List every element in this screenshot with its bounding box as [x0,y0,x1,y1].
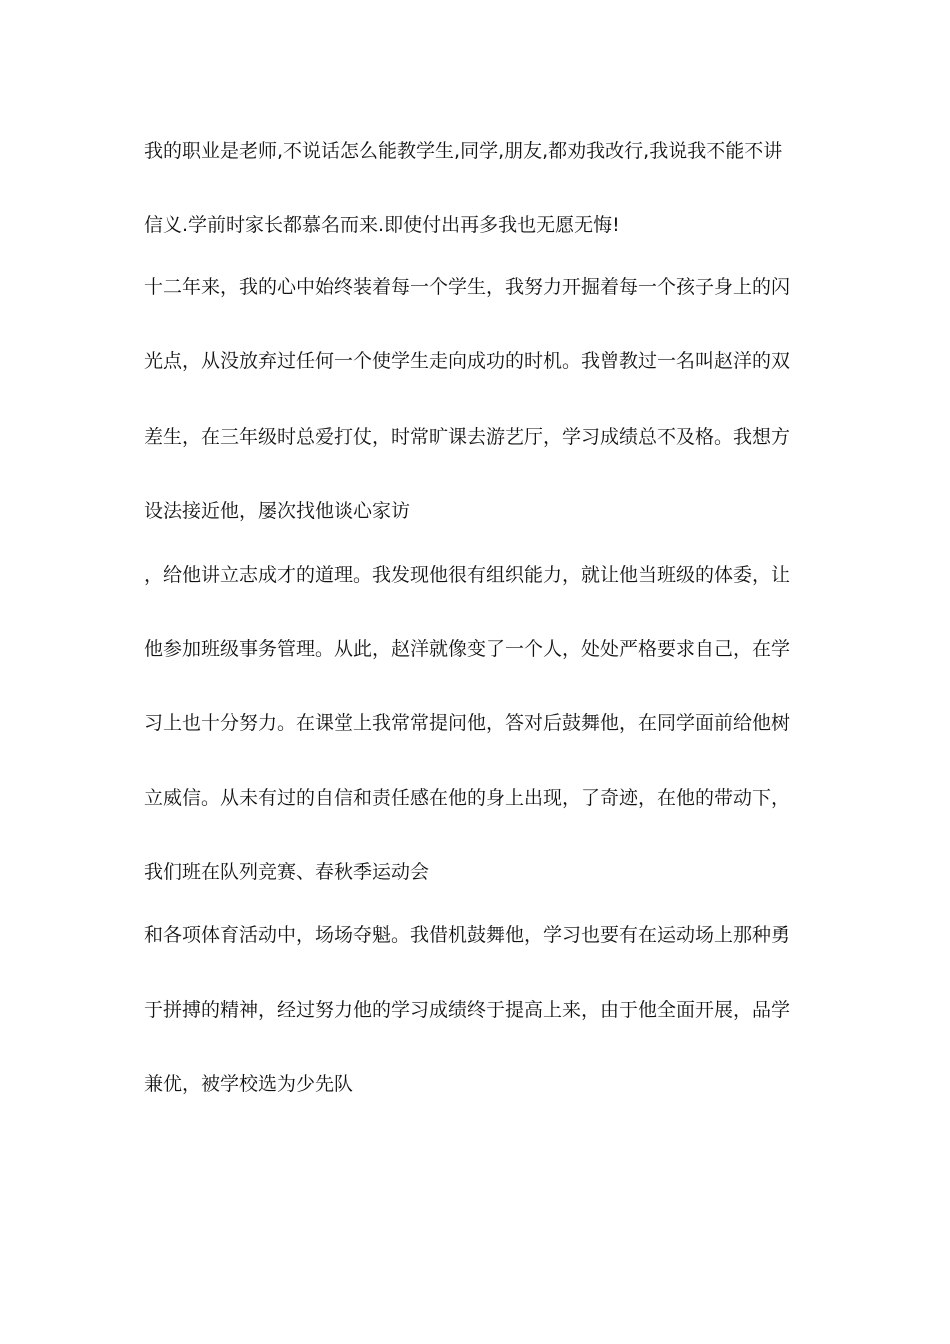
text-line: 光点，从没放弃过任何一个使学生走向成功的时机。我曾教过一名叫赵洋的双 [144,350,791,372]
text-line: 立威信。从未有过的自信和责任感在他的身上出现，了奇迹，在他的带动下， [144,787,791,809]
text-line: 兼优，被学校选为少先队 [144,1073,354,1095]
text-line: 差生，在三年级时总爱打仗，时常旷课去游艺厅，学习成绩总不及格。我想方 [144,426,791,448]
text-line: 于拼搏的精神，经过努力他的学习成绩终于提高上来，由于他全面开展，品学 [144,999,791,1021]
text-line: 他参加班级事务管理。从此，赵洋就像变了一个人，处处严格要求自己，在学 [144,638,791,660]
text-line: 我们班在队列竞赛、春秋季运动会 [144,861,430,883]
text-line: 习上也十分努力。在课堂上我常常提问他，答对后鼓舞他，在同学面前给他树 [144,712,791,734]
text-line: 设法接近他，屡次找他谈心家访 [144,500,411,522]
text-line: 和各项体育活动中，场场夺魁。我借机鼓舞他，学习也要有在运动场上那种勇 [144,924,791,946]
text-line: 信义.学前时家长都慕名而来.即使付出再多我也无愿无悔! [144,214,620,236]
text-line: ，给他讲立志成才的道理。我发现他很有组织能力，就让他当班级的体委，让 [144,564,791,586]
text-line: 十二年来，我的心中始终装着每一个学生，我努力开掘着每一个孩子身上的闪 [144,276,791,298]
text-line: 我的职业是老师,不说话怎么能教学生,同学,朋友,都劝我改行,我说我不能不讲 [144,140,783,162]
